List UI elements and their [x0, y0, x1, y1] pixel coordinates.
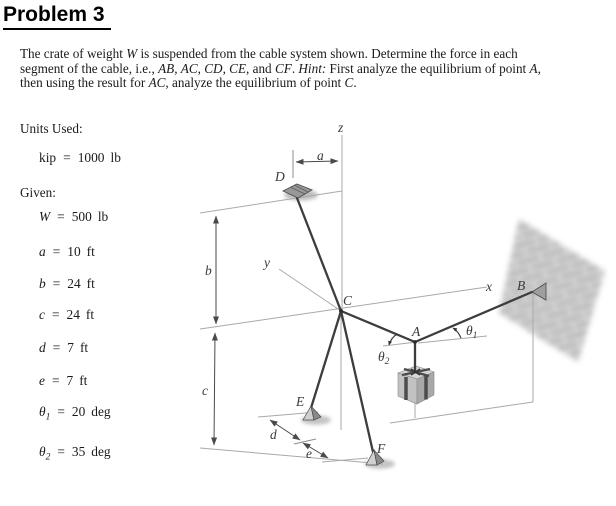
given-heading: Given: — [20, 185, 56, 200]
label-dim-c: c — [202, 383, 208, 398]
cable-CA — [341, 311, 415, 342]
problem-statement — [20, 47, 541, 91]
label-point-A: A — [412, 324, 421, 339]
label-dim-e: e — [306, 446, 312, 461]
given-item: d = 7 ft — [39, 340, 89, 355]
angle-arc-theta1 — [453, 328, 461, 338]
label-theta2: $\theta_2$ — [378, 349, 390, 367]
label-point-F: F — [377, 441, 386, 456]
label-point-E: E — [296, 394, 305, 409]
joint-C — [339, 309, 343, 313]
construction-lines — [200, 135, 533, 464]
label-point-B: B — [517, 278, 526, 293]
given-item: $\theta_2 = 35$ deg — [39, 444, 111, 463]
label-z-axis: z — [338, 120, 344, 135]
units-heading: Units Used: — [20, 121, 83, 136]
dimension-lines — [214, 150, 338, 458]
label-y-axis: y — [264, 255, 270, 270]
unit-definition: kip = 1000 lb — [39, 150, 121, 165]
given-item: $\theta_1 = 20$ deg — [39, 404, 111, 423]
given-item: b = 24 ft — [39, 276, 95, 291]
angle-arc-theta2 — [389, 334, 397, 345]
cable-system-diagram — [195, 118, 616, 506]
page-title: Problem 3 — [3, 3, 111, 30]
given-item: W = 500 lb — [39, 209, 109, 224]
joint-A — [413, 340, 417, 344]
cable-CF — [341, 311, 373, 452]
label-point-D: D — [275, 169, 285, 184]
cable-CE — [311, 311, 341, 408]
given-item: a = 10 ft — [39, 244, 95, 259]
given-item: e = 7 ft — [39, 373, 88, 388]
label-point-C: C — [343, 293, 353, 308]
label-x-axis: x — [486, 279, 492, 294]
statement-line: then using the result for AC, analyze the equilibrium of point C. — [20, 75, 357, 90]
label-dim-a: a — [317, 148, 324, 163]
wall — [499, 219, 605, 362]
given-item: c = 24 ft — [39, 307, 95, 322]
statement-line: segment of the cable, i.e., AB, AC, CD, CE, and CF. Hint: First analyze the equilibrium of point A, — [20, 60, 541, 76]
label-dim-d: d — [270, 427, 277, 442]
label-theta1: $\theta_1$ — [466, 323, 478, 341]
label-dim-b: b — [205, 263, 212, 278]
statement-line: The crate of weight W is suspended from the cable system shown. Determine the force in each — [20, 46, 518, 61]
cable-DC — [297, 198, 341, 311]
